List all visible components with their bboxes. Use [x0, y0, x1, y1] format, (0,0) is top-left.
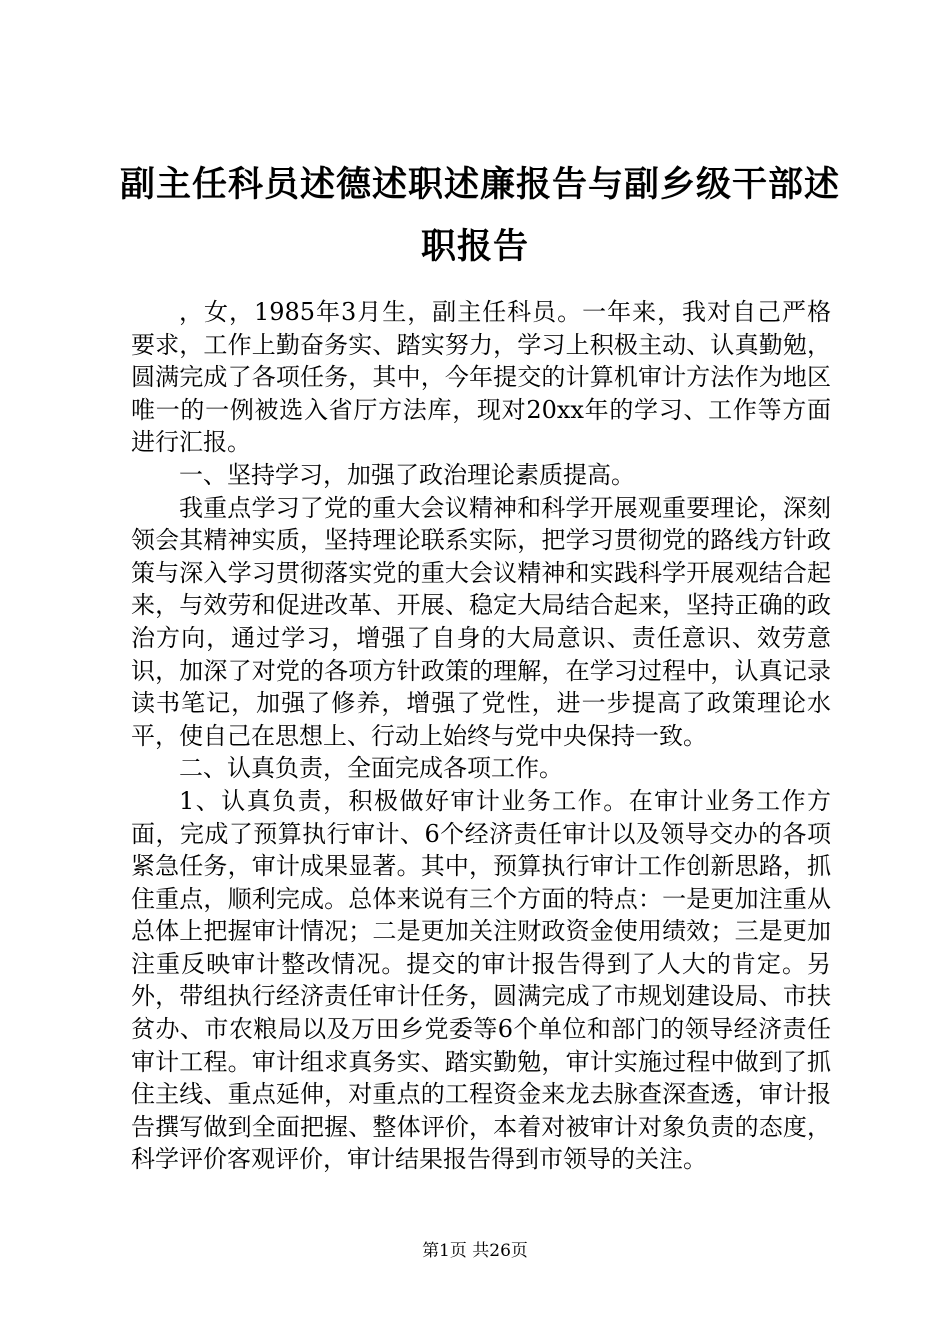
section-heading-2: 二、认真负责，全面完成各项工作。: [179, 754, 563, 783]
title-line-1: 副主任科员述德述职述廉报告与副乡级干部述: [120, 164, 841, 205]
title-line-2: 职报告: [420, 226, 529, 267]
document-body: [131, 296, 831, 1176]
page-footer: 第1页 共26页: [422, 1241, 528, 1261]
paragraph-study: 我重点学习了党的重大会议精神和科学开展观重要理论，深刻领会其精神实质，坚持理论联系实际，把学习贯彻党的路线方针政策与深入学习贯彻落实党的重大会议精神和实践科学开展观结合起来，与效劳和促进改革、开展、稳定大局结合起来，坚持正确的政治方向，通过学习，增强了自身的大局意识、责任意识、效劳意识，加深了对党的各项方针政策的理解，在学习过程中，认真记录读书笔记，加强了修养，增强了党性，进一步提高了政策理论水平，使自己在思想上、行动上始终与党中央保持一致。: [131, 493, 831, 750]
document-title: [120, 154, 841, 278]
paragraph-intro: ，女，1985年3月生，副主任科员。一年来，我对自己严格要求，工作上勤奋务实、踏实努力，学习上积极主动、认真勤勉，圆满完成了各项任务，其中，今年提交的计算机审计方法作为地区唯一的一例被选入省厅方法库，现对20xx年的学习、工作等方面进行汇报。: [131, 298, 831, 457]
paragraph-audit-work: 1、认真负责，积极做好审计业务工作。在审计业务工作方面，完成了预算执行审计、6个经济责任审计以及领导交办的各项紧急任务，审计成果显著。其中，预算执行审计工作创新思路，抓住重点，顺利完成。总体来说有三个方面的特点：一是更加注重从总体上把握审计情况；二是更加关注财政资金使用绩效；三是更加注重反映审计整改情况。提交的审计报告得到了人大的肯定。另外，带组执行经济责任审计任务，圆满完成了市规划建设局、市扶贫办、市农粮局以及万田乡党委等6个单位和部门的领导经济责任审计工程。审计组求真务实、踏实勤勉，审计实施过程中做到了抓住主线、重点延伸，对重点的工程资金来龙去脉查深查透，审计报告撰写做到全面把握、整体评价，本着对被审计对象负责的态度，科学评价客观评价，审计结果报告得到市领导的关注。: [131, 786, 831, 1174]
section-heading-1: 一、坚持学习，加强了政治理论素质提高。: [179, 460, 635, 489]
